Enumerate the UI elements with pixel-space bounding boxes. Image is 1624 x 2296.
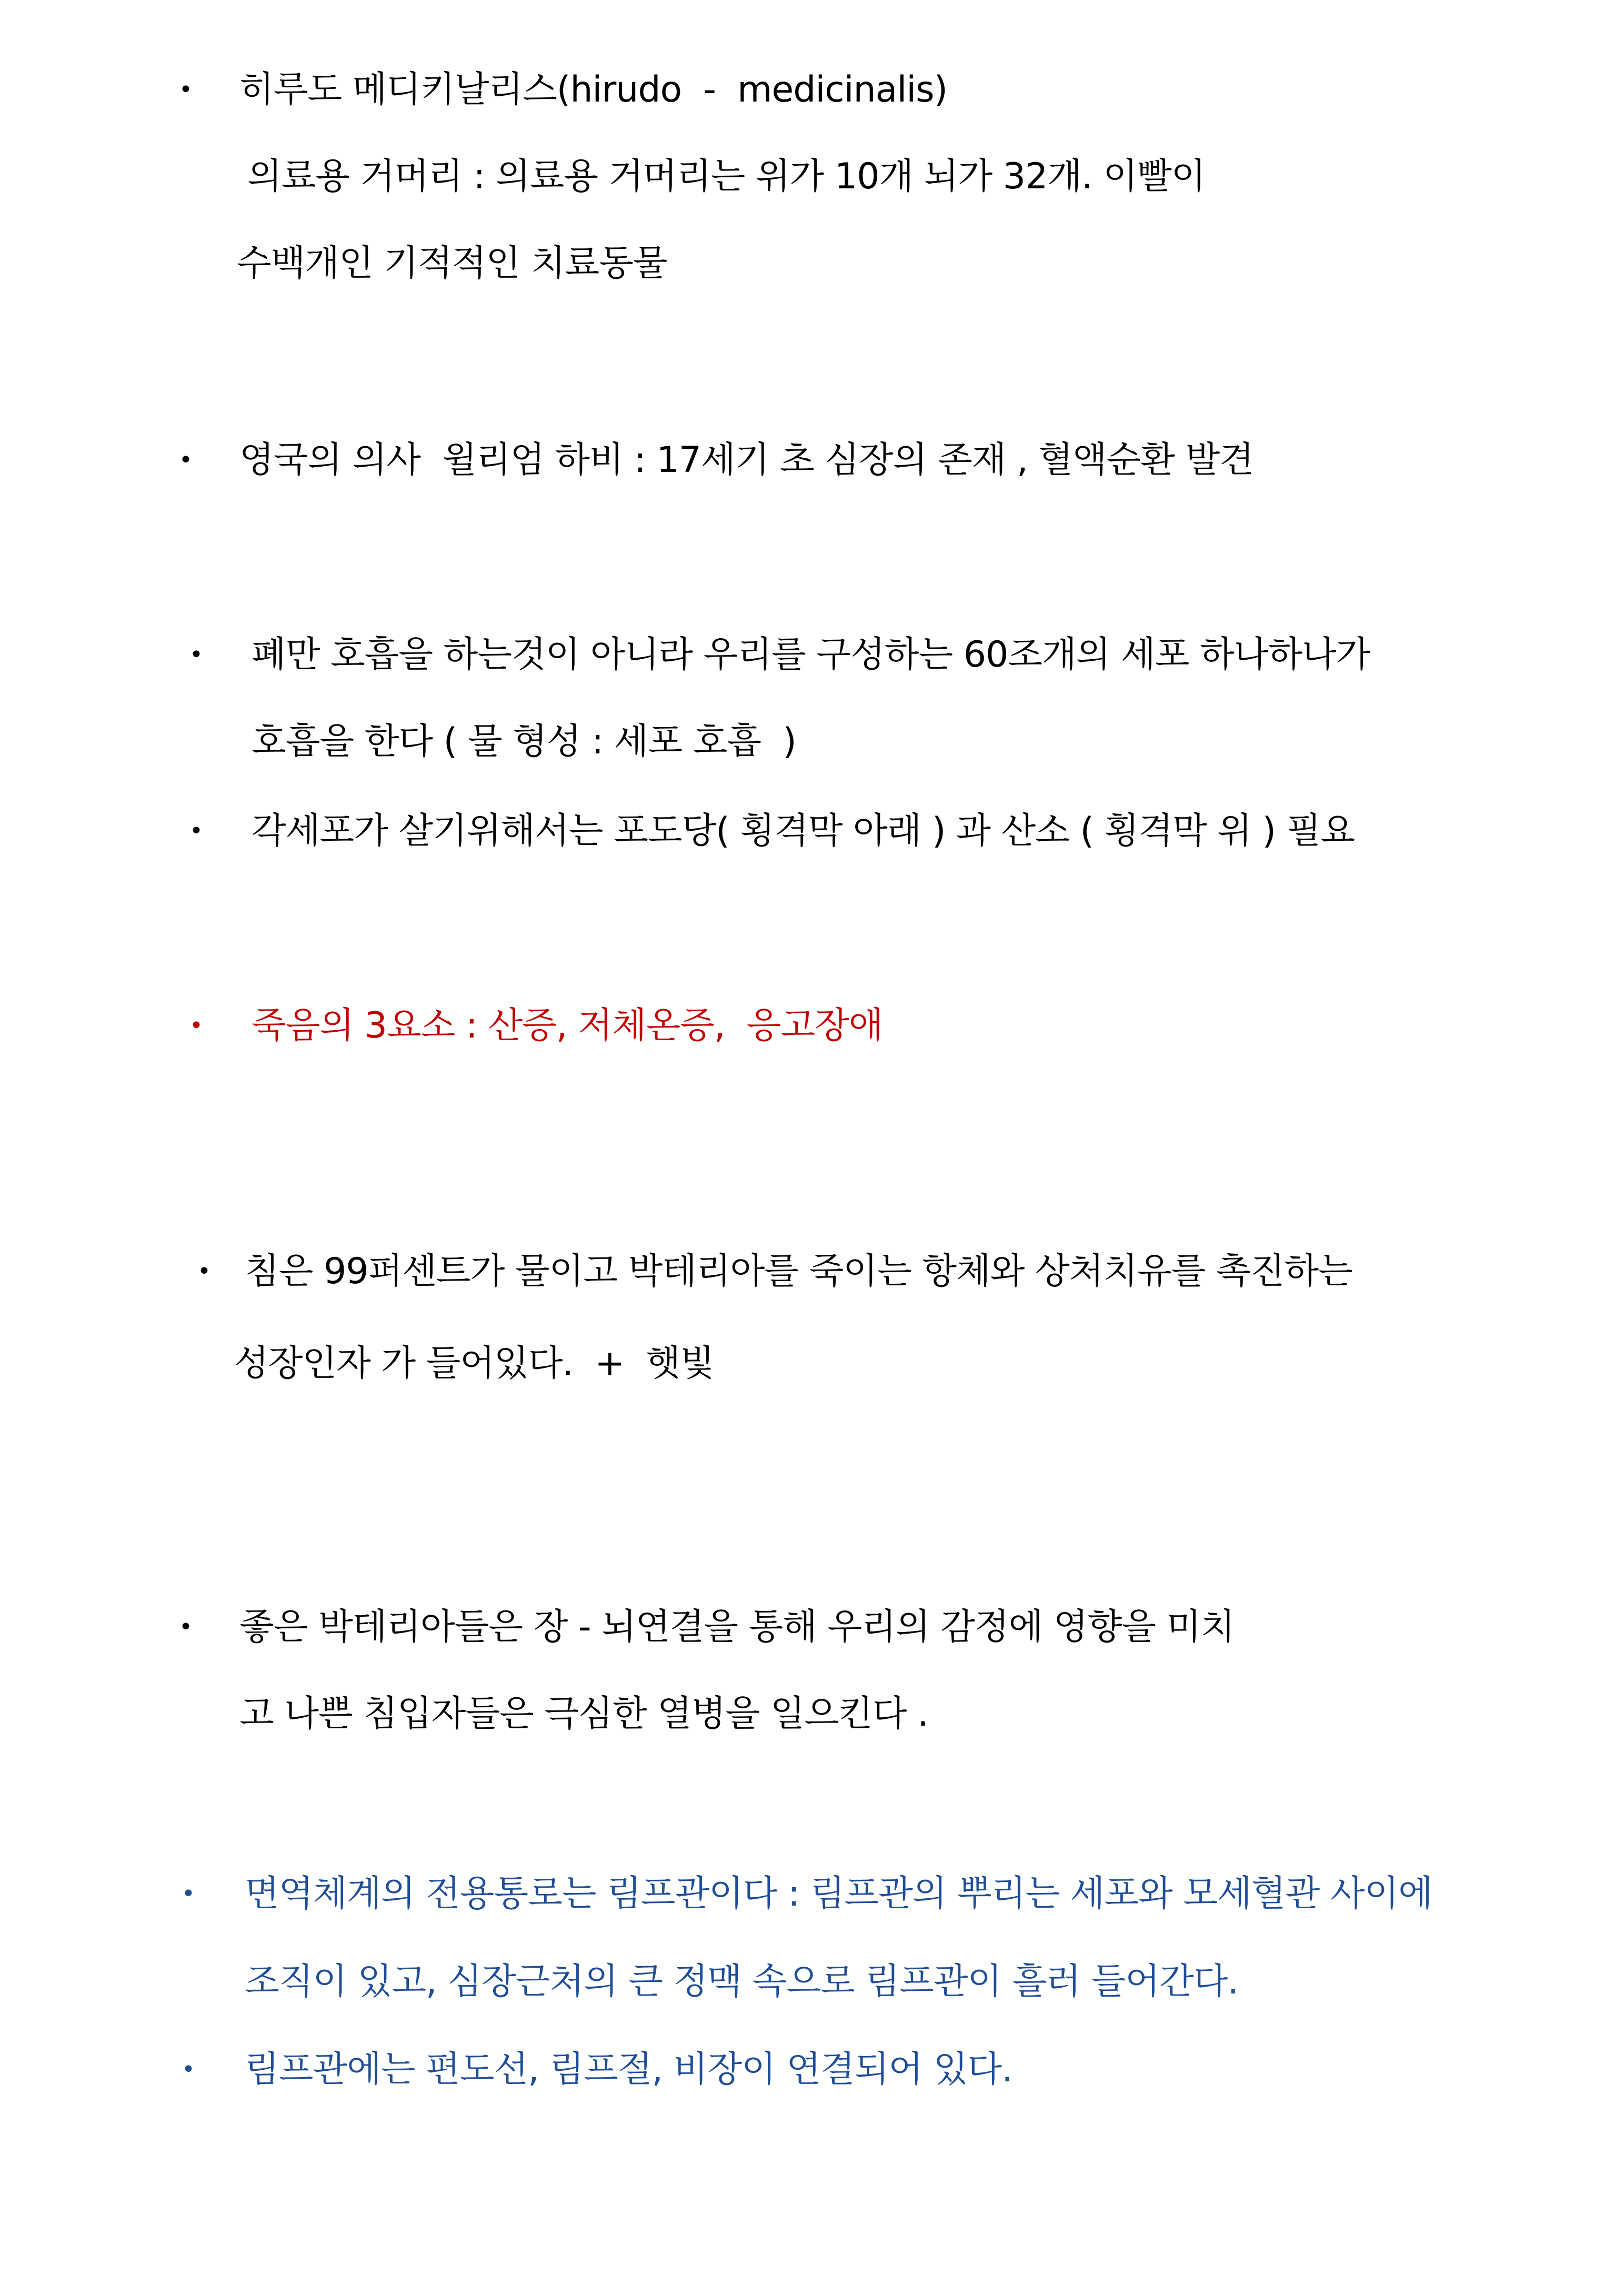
bullet-marker: •: [189, 1012, 203, 1039]
bullet-marker: •: [189, 641, 203, 668]
item-6-line-1: 침은 99퍼센트가 물이고 박테리아를 죽이는 항체와 상처치유를 촉진하는: [245, 1251, 1352, 1292]
item-1-line-3: 수백개인 기적적인 치료동물: [237, 243, 667, 284]
item-3-line-2: 호흡을 한다 ( 물 형성 : 세포 호흡 ): [252, 721, 796, 762]
bullet-marker: •: [179, 1614, 193, 1640]
bullet-marker: •: [189, 818, 203, 844]
item-7-line-1: 좋은 박테리아들은 장 - 뇌연결을 통해 우리의 감정에 영향을 미치: [239, 1606, 1235, 1648]
item-5-line-1: 죽음의 3요소 : 산증, 저체온증, 응고장애: [252, 1005, 883, 1046]
item-2-line-1: 영국의 의사 윌리엄 하비 : 17세기 초 심장의 존재 , 혈액순환 발견: [239, 439, 1254, 481]
bullet-marker: •: [182, 1880, 195, 1907]
item-7-line-2: 고 나쁜 침입자들은 극심한 열병을 일으킨다 .: [239, 1693, 928, 1735]
item-6-line-2: 성장인자 가 들어있다. + 햇빛: [234, 1343, 714, 1384]
item-3-line-1: 폐만 호흡을 하는것이 아니라 우리를 구성하는 60조개의 세포 하나하나가: [252, 634, 1370, 676]
item-1-line-1: 히루도 메디키날리스(hirudo - medicinalis): [239, 69, 948, 110]
item-1-line-2: 의료용 거머리 : 의료용 거머리는 위가 10개 뇌가 32개. 이빨이: [247, 156, 1206, 197]
item-4-line-1: 각세포가 살기위해서는 포도당( 횡격막 아래 ) 과 산소 ( 횡격막 위 ) 필요: [252, 810, 1355, 852]
item-8-line-2: 조직이 있고, 심장근처의 큰 정맥 속으로 림프관이 흘러 들어간다.: [245, 1961, 1239, 2002]
bullet-marker: •: [179, 447, 193, 474]
item-8-line-1: 면역체계의 전용통로는 림프관이다 : 림프관의 뿌리는 세포와 모세혈관 사이에: [245, 1873, 1432, 1915]
bullet-marker: •: [182, 2056, 195, 2083]
item-9-line-1: 림프관에는 편도선, 림프절, 비장이 연결되어 있다.: [245, 2049, 1013, 2090]
bullet-marker: •: [197, 1258, 211, 1285]
bullet-marker: •: [179, 76, 193, 103]
